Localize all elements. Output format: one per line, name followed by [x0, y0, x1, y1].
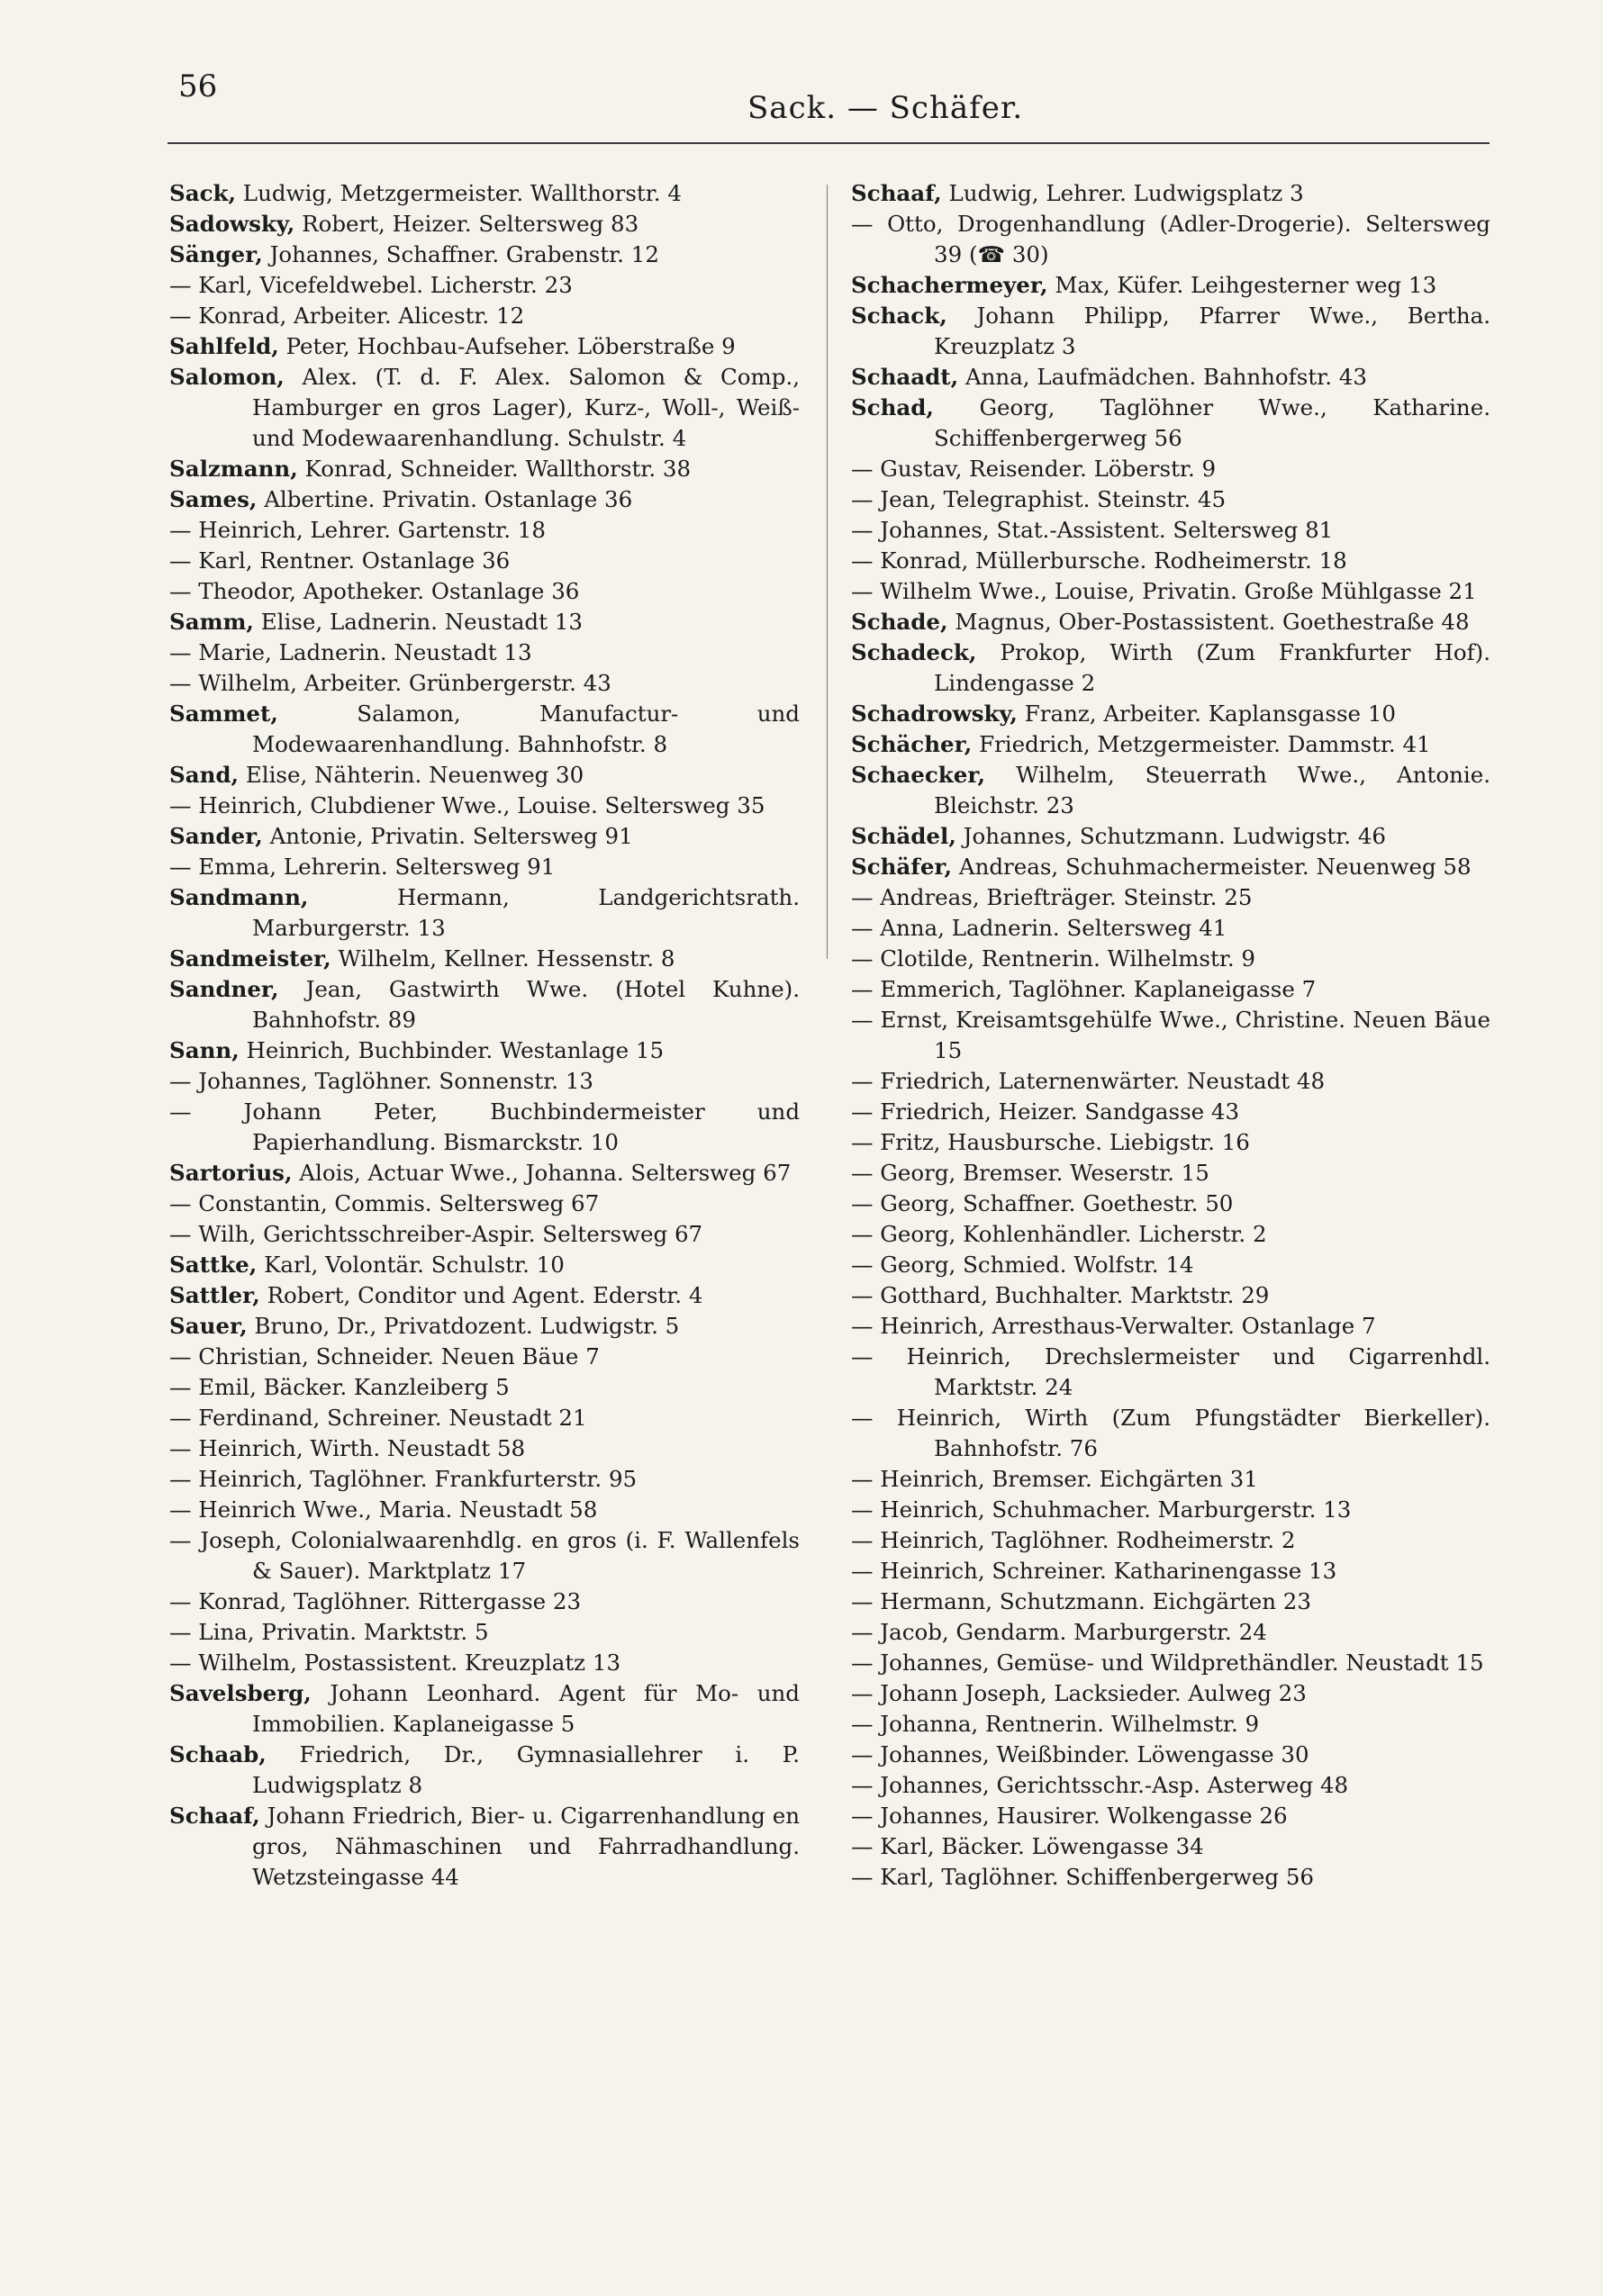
entry-surname: —	[851, 1098, 874, 1125]
entry-details: Gotthard, Buchhalter. Marktstr. 29	[880, 1282, 1270, 1308]
entry-surname: —	[169, 1190, 192, 1216]
entry-surname: —	[851, 884, 874, 910]
entry-details: Johanna, Rentnerin. Wilhelmstr. 9	[880, 1711, 1260, 1737]
entry-details: Heinrich, Schuhmacher. Marburgerstr. 13	[880, 1496, 1352, 1523]
directory-entry	[169, 178, 800, 209]
entry-details: Jean, Telegraphist. Steinstr. 45	[880, 486, 1227, 512]
left-column	[169, 178, 800, 2249]
entry-surname: —	[851, 1772, 874, 1798]
directory-entry	[169, 270, 800, 301]
entry-surname: Schadeck,	[851, 639, 977, 665]
entry-surname: Sartorius,	[169, 1160, 293, 1186]
directory-entry	[169, 331, 800, 362]
directory-entry	[851, 1525, 1490, 1556]
entry-details: Bruno, Dr., Privatdozent. Ludwigstr. 5	[254, 1313, 680, 1339]
entry-details: Antonie, Privatin. Seltersweg 91	[269, 823, 633, 849]
entry-surname: Savelsberg,	[169, 1680, 312, 1706]
entry-details: Theodor, Apotheker. Ostanlage 36	[198, 578, 580, 604]
entry-surname: —	[169, 854, 192, 880]
directory-entry	[169, 1678, 800, 1740]
entry-surname: —	[851, 1741, 874, 1767]
entry-details: Christian, Schneider. Neuen Bäue 7	[198, 1343, 600, 1369]
directory-entry	[851, 1740, 1490, 1770]
entry-details: Heinrich, Arresthaus-Verwalter. Ostanlage 7	[880, 1313, 1376, 1339]
entry-details: Heinrich, Bremser. Eichgärten 31	[880, 1466, 1258, 1492]
entry-surname: Schade,	[851, 609, 948, 635]
entry-details: Konrad, Taglöhner. Rittergasse 23	[198, 1588, 582, 1614]
entry-surname: —	[851, 1650, 874, 1676]
entry-surname: —	[851, 547, 874, 574]
directory-entry	[851, 515, 1490, 546]
directory-entry	[169, 362, 800, 454]
directory-entry	[169, 1464, 800, 1495]
directory-entry	[169, 1403, 800, 1433]
directory-entry	[851, 546, 1490, 576]
directory-entry	[851, 1464, 1490, 1495]
entry-surname: —	[851, 1129, 874, 1155]
directory-entry	[169, 1342, 800, 1372]
directory-entry	[169, 699, 800, 760]
entry-details: Lina, Privatin. Marktstr. 5	[198, 1619, 489, 1645]
entry-surname: —	[169, 1496, 192, 1523]
entry-details: Karl, Rentner. Ostanlage 36	[198, 547, 511, 574]
entry-surname: —	[851, 1619, 874, 1645]
directory-entry	[169, 1648, 800, 1678]
directory-entry	[169, 1372, 800, 1403]
entry-surname: Schädel,	[851, 823, 956, 849]
directory-entry	[851, 974, 1490, 1005]
directory-entry	[851, 637, 1490, 699]
directory-entry	[851, 852, 1490, 882]
directory-entry	[851, 1617, 1490, 1648]
directory-entry	[851, 913, 1490, 944]
entry-details: Georg, Schmied. Wolfstr. 14	[880, 1252, 1194, 1278]
directory-entry	[169, 1617, 800, 1648]
entry-details: Konrad, Müllerbursche. Rodheimerstr. 18	[880, 547, 1347, 574]
directory-entry	[169, 301, 800, 331]
entry-details: Albertine. Privatin. Ostanlage 36	[264, 486, 633, 512]
directory-entry	[169, 1219, 800, 1250]
entry-surname: —	[169, 547, 192, 574]
entry-details: Friedrich, Dr., Gymnasiallehrer i. P. Ludwigsplatz 8	[252, 1741, 800, 1798]
entry-surname: —	[851, 1803, 874, 1829]
entry-surname: Sänger,	[169, 241, 263, 267]
directory-entry	[851, 1342, 1490, 1403]
directory-entry	[169, 1280, 800, 1311]
entry-details: Ludwig, Lehrer. Ludwigsplatz 3	[948, 180, 1304, 206]
entry-details: Johann Joseph, Lacksieder. Aulweg 23	[880, 1680, 1307, 1706]
entry-surname: —	[851, 486, 874, 512]
entry-details: Georg, Schaffner. Goethestr. 50	[880, 1190, 1234, 1216]
entry-surname: —	[851, 1343, 874, 1369]
entry-details: Hermann, Landgerichtsrath. Marburgerstr. 13	[252, 884, 800, 941]
entry-details: Johann Peter, Buchbindermeister und Papierhandlung. Bismarckstr. 10	[243, 1098, 800, 1155]
entry-surname: Sadowsky,	[169, 211, 295, 237]
entry-surname: —	[851, 1711, 874, 1737]
entry-surname: —	[851, 1496, 874, 1523]
entry-surname: —	[851, 1558, 874, 1584]
directory-entry	[851, 1127, 1490, 1158]
entry-details: Heinrich, Wirth. Neustadt 58	[198, 1435, 526, 1461]
directory-entry	[851, 362, 1490, 393]
entry-surname: —	[169, 1650, 192, 1676]
directory-entry	[169, 1097, 800, 1158]
entry-details: Heinrich, Buchbinder. Westanlage 15	[246, 1037, 665, 1063]
entry-details: Johannes, Hausirer. Wolkengasse 26	[880, 1803, 1288, 1829]
directory-entry	[851, 270, 1490, 301]
entry-surname: —	[169, 1343, 192, 1369]
entry-surname: Sauer,	[169, 1313, 248, 1339]
directory-entry	[851, 393, 1490, 454]
entry-details: Wilhelm, Steuerrath Wwe., Antonie. Bleichstr. 23	[934, 762, 1490, 818]
directory-entry	[851, 209, 1490, 270]
entry-surname: —	[851, 945, 874, 972]
directory-entry	[851, 1311, 1490, 1342]
entry-surname: —	[851, 1588, 874, 1614]
entry-details: Johannes, Gerichtsschr.-Asp. Asterweg 48	[880, 1772, 1349, 1798]
entry-details: Ernst, Kreisamtsgehülfe Wwe., Christine. Neuen Bäue 15	[880, 1007, 1490, 1063]
directory-entry	[851, 1403, 1490, 1464]
directory-entry	[851, 178, 1490, 209]
entry-surname: Schaab,	[169, 1741, 267, 1767]
entry-details: Wilh, Gerichtsschreiber-Aspir. Seltersweg 67	[198, 1221, 703, 1247]
directory-entry	[851, 1097, 1490, 1127]
directory-entry	[169, 944, 800, 974]
entry-details: Emil, Bäcker. Kanzleiberg 5	[198, 1374, 510, 1400]
entry-surname: —	[851, 1221, 874, 1247]
entry-surname: —	[851, 1007, 874, 1033]
entry-details: Heinrich, Lehrer. Gartenstr. 18	[198, 517, 546, 543]
entry-surname: Schaecker,	[851, 762, 986, 788]
directory-entry	[851, 1586, 1490, 1617]
entry-details: Wilhelm, Postassistent. Kreuzplatz 13	[198, 1650, 621, 1676]
entry-details: Elise, Ladnerin. Neustadt 13	[260, 609, 583, 635]
entry-surname: Sahlfeld,	[169, 333, 279, 359]
directory-entry	[851, 484, 1490, 515]
entry-details: Hermann, Schutzmann. Eichgärten 23	[880, 1588, 1311, 1614]
entry-surname: Sattke,	[169, 1252, 258, 1278]
directory-entry	[169, 1801, 800, 1893]
directory-entry	[169, 1066, 800, 1097]
directory-entry	[169, 209, 800, 240]
directory-entry	[169, 791, 800, 821]
directory-entry	[851, 1678, 1490, 1709]
entry-details: Johann Leonhard. Agent für Mo- und Immobilien. Kaplaneigasse 5	[252, 1680, 800, 1737]
entry-surname: —	[169, 639, 192, 665]
directory-entry	[169, 637, 800, 668]
entry-surname: Schadrowsky,	[851, 701, 1018, 727]
entry-surname: —	[851, 211, 874, 237]
header-rule	[168, 142, 1490, 144]
directory-entry	[169, 882, 800, 944]
directory-entry	[851, 1250, 1490, 1280]
entry-surname: Salomon,	[169, 364, 285, 390]
entry-details: Jacob, Gendarm. Marburgerstr. 24	[880, 1619, 1267, 1645]
entry-details: Emma, Lehrerin. Seltersweg 91	[198, 854, 556, 880]
entry-surname: —	[851, 578, 874, 604]
entry-details: Robert, Conditor und Agent. Ederstr. 4	[267, 1282, 703, 1308]
directory-entry	[169, 1495, 800, 1525]
entry-surname: —	[169, 1527, 192, 1553]
entry-surname: Sander,	[169, 823, 263, 849]
entry-details: Konrad, Schneider. Wallthorstr. 38	[304, 456, 692, 482]
directory-entry	[851, 760, 1490, 821]
running-head: Sack. — Schäfer.	[747, 90, 1024, 126]
directory-entry	[851, 1862, 1490, 1893]
entry-surname: —	[851, 1680, 874, 1706]
entry-surname: Sammet,	[169, 701, 278, 727]
entry-details: Jean, Gastwirth Wwe. (Hotel Kuhne). Bahnhofstr. 89	[252, 976, 800, 1033]
directory-entry	[851, 882, 1490, 913]
entry-surname: Schachermeyer,	[851, 272, 1048, 298]
directory-entry	[851, 1801, 1490, 1831]
entry-details: Otto, Drogenhandlung (Adler-Drogerie). Seltersweg 39 (☎ 30)	[887, 211, 1490, 267]
entry-surname: Sack,	[169, 180, 236, 206]
directory-entry	[169, 546, 800, 576]
entry-details: Friedrich, Metzgermeister. Dammstr. 41	[979, 731, 1431, 757]
entry-surname: —	[851, 1068, 874, 1094]
entry-details: Clotilde, Rentnerin. Wilhelmstr. 9	[880, 945, 1256, 972]
entry-surname: Sattler,	[169, 1282, 260, 1308]
entry-details: Heinrich, Taglöhner. Frankfurterstr. 95	[198, 1466, 638, 1492]
entry-details: Karl, Bäcker. Löwengasse 34	[880, 1833, 1204, 1859]
entry-details: Karl, Taglöhner. Schiffenbergerweg 56	[880, 1864, 1315, 1890]
entry-surname: —	[169, 303, 192, 329]
directory-entry	[169, 484, 800, 515]
directory-entry	[169, 1433, 800, 1464]
directory-entry	[169, 1189, 800, 1219]
directory-entry	[169, 1740, 800, 1801]
entry-details: Alois, Actuar Wwe., Johanna. Seltersweg 67	[299, 1160, 792, 1186]
entry-surname: —	[169, 1068, 192, 1094]
directory-entry	[169, 1525, 800, 1586]
entry-surname: —	[169, 1374, 192, 1400]
entry-surname: Schad,	[851, 394, 934, 420]
entry-details: Prokop, Wirth (Zum Frankfurter Hof). Lindengasse 2	[934, 639, 1490, 696]
entry-surname: —	[169, 578, 192, 604]
directory-entry	[851, 301, 1490, 362]
entry-details: Johannes, Taglöhner. Sonnenstr. 13	[198, 1068, 593, 1094]
entry-details: Konrad, Arbeiter. Alicestr. 12	[198, 303, 525, 329]
directory-entry	[851, 1709, 1490, 1740]
entry-details: Georg, Bremser. Weserstr. 15	[880, 1160, 1209, 1186]
entry-details: Johannes, Stat.-Assistent. Seltersweg 81	[880, 517, 1334, 543]
entry-surname: —	[851, 456, 874, 482]
directory-entry	[851, 729, 1490, 760]
directory-entry	[851, 1831, 1490, 1862]
entry-details: Franz, Arbeiter. Kaplansgasse 10	[1024, 701, 1396, 727]
entry-details: Wilhelm, Arbeiter. Grünbergerstr. 43	[198, 670, 611, 696]
directory-entry	[851, 1158, 1490, 1189]
entry-details: Johannes, Schaffner. Grabenstr. 12	[269, 241, 659, 267]
right-column	[851, 178, 1490, 2249]
entry-details: Andreas, Briefträger. Steinstr. 25	[880, 884, 1253, 910]
directory-entry	[851, 699, 1490, 729]
entry-surname: —	[851, 1405, 874, 1431]
directory-entry	[169, 852, 800, 882]
entry-details: Heinrich, Wirth (Zum Pfungstädter Bierkeller). Bahnhofstr. 76	[896, 1405, 1490, 1461]
entry-details: Johannes, Gemüse- und Wildprethändler. Neustadt 15	[880, 1650, 1484, 1676]
entry-surname: —	[851, 1833, 874, 1859]
directory-entry	[851, 1770, 1490, 1801]
entry-details: Johann Philipp, Pfarrer Wwe., Bertha. Kreuzplatz 3	[934, 303, 1490, 359]
entry-details: Friedrich, Laternenwärter. Neustadt 48	[880, 1068, 1326, 1094]
entry-surname: —	[851, 1466, 874, 1492]
directory-entry	[851, 1280, 1490, 1311]
entry-details: Emmerich, Taglöhner. Kaplaneigasse 7	[880, 976, 1317, 1002]
directory-entry	[169, 1311, 800, 1342]
entry-details: Anna, Laufmädchen. Bahnhofstr. 43	[965, 364, 1367, 390]
entry-details: Marie, Ladnerin. Neustadt 13	[198, 639, 532, 665]
entry-details: Joseph, Colonialwaarenhdlg. en gros (i. F. Wallenfels & Sauer). Marktplatz 17	[200, 1527, 800, 1584]
entry-surname: —	[851, 1160, 874, 1186]
entry-surname: —	[851, 1190, 874, 1216]
entry-surname: Schaaf,	[851, 180, 942, 206]
entry-surname: —	[169, 1098, 192, 1125]
directory-entry	[169, 1586, 800, 1617]
directory-entry	[169, 240, 800, 270]
entry-details: Fritz, Hausbursche. Liebigstr. 16	[880, 1129, 1250, 1155]
entry-surname: Sames,	[169, 486, 258, 512]
entry-details: Wilhelm Wwe., Louise, Privatin. Große Mühlgasse 21	[880, 578, 1477, 604]
entry-details: Ferdinand, Schreiner. Neustadt 21	[198, 1405, 587, 1431]
entry-details: Heinrich, Taglöhner. Rodheimerstr. 2	[880, 1527, 1296, 1553]
entry-surname: —	[851, 1313, 874, 1339]
entry-surname: Sann,	[169, 1037, 240, 1063]
entry-details: Robert, Heizer. Seltersweg 83	[302, 211, 639, 237]
entry-details: Johann Friedrich, Bier- u. Cigarrenhandlung en gros, Nähmaschinen und Fahrradhandlung. Wetzsteingasse 44	[252, 1803, 800, 1890]
entry-surname: —	[851, 976, 874, 1002]
entry-surname: —	[169, 1466, 192, 1492]
entry-surname: —	[851, 1527, 874, 1553]
entry-details: Georg, Taglöhner Wwe., Katharine. Schiffenbergerweg 56	[934, 394, 1490, 451]
entry-details: Georg, Kohlenhändler. Licherstr. 2	[880, 1221, 1267, 1247]
entry-details: Peter, Hochbau-Aufseher. Löberstraße 9	[285, 333, 736, 359]
entry-surname: —	[169, 1405, 192, 1431]
page-number: 56	[178, 68, 218, 104]
entry-surname: Samm,	[169, 609, 254, 635]
entry-details: Heinrich, Drechslermeister und Cigarrenhdl. Marktstr. 24	[906, 1343, 1490, 1400]
entry-surname: Sandmann,	[169, 884, 309, 910]
entry-details: Johannes, Schutzmann. Ludwigstr. 46	[963, 823, 1387, 849]
entry-details: Johannes, Weißbinder. Löwengasse 30	[880, 1741, 1309, 1767]
entry-surname: —	[851, 1252, 874, 1278]
entry-details: Alex. (T. d. F. Alex. Salomon & Comp., Hamburger en gros Lager), Kurz-, Woll-, Weiß- und Modewaarenhandlung. Schulstr. 4	[252, 364, 800, 451]
entry-surname: Schack,	[851, 303, 947, 329]
entry-details: Constantin, Commis. Seltersweg 67	[198, 1190, 600, 1216]
directory-entry	[169, 821, 800, 852]
column-divider	[827, 185, 828, 959]
entry-details: Ludwig, Metzgermeister. Wallthorstr. 4	[242, 180, 682, 206]
entry-surname: Sandmeister,	[169, 945, 331, 972]
directory-entry	[851, 454, 1490, 484]
entry-surname: —	[169, 1221, 192, 1247]
entry-details: Gustav, Reisender. Löberstr. 9	[880, 456, 1217, 482]
entry-surname: Sand,	[169, 762, 240, 788]
directory-entry	[169, 515, 800, 546]
entry-surname: —	[851, 517, 874, 543]
entry-surname: Schächer,	[851, 731, 973, 757]
entry-details: Karl, Volontär. Schulstr. 10	[264, 1252, 565, 1278]
entry-details: Magnus, Ober-Postassistent. Goethestraße 48	[955, 609, 1470, 635]
entry-surname: Salzmann,	[169, 456, 298, 482]
entry-surname: —	[851, 915, 874, 941]
directory-entry	[851, 1648, 1490, 1678]
entry-details: Heinrich, Clubdiener Wwe., Louise. Seltersweg 35	[198, 792, 765, 818]
entry-surname: —	[851, 1864, 874, 1890]
directory-entry	[169, 974, 800, 1035]
directory-entry	[851, 1219, 1490, 1250]
entry-details: Friedrich, Heizer. Sandgasse 43	[880, 1098, 1240, 1125]
entry-details: Salamon, Manufactur- und Modewaarenhandlung. Bahnhofstr. 8	[252, 701, 800, 757]
entry-surname: —	[169, 272, 192, 298]
directory-entry	[851, 1495, 1490, 1525]
directory-entry	[169, 1158, 800, 1189]
directory-entry	[169, 668, 800, 699]
entry-surname: Schaadt,	[851, 364, 959, 390]
entry-surname: —	[169, 670, 192, 696]
entry-details: Wilhelm, Kellner. Hessenstr. 8	[338, 945, 675, 972]
directory-entry	[851, 944, 1490, 974]
entry-surname: —	[851, 1282, 874, 1308]
entry-surname: Schaaf,	[169, 1803, 260, 1829]
entry-surname: Schäfer,	[851, 854, 953, 880]
entry-details: Max, Küfer. Leihgesterner weg 13	[1055, 272, 1437, 298]
entry-surname: Sandner,	[169, 976, 279, 1002]
entry-surname: —	[169, 1435, 192, 1461]
directory-entry	[851, 1556, 1490, 1586]
directory-entry	[851, 1066, 1490, 1097]
directory-entry	[851, 821, 1490, 852]
directory-entry	[169, 576, 800, 607]
page-header	[0, 0, 1603, 153]
directory-entry	[169, 1035, 800, 1066]
directory-entry	[851, 607, 1490, 637]
directory-entry	[851, 576, 1490, 607]
directory-entry	[169, 760, 800, 791]
directory-entry	[851, 1005, 1490, 1066]
directory-entry	[169, 1250, 800, 1280]
entry-details: Heinrich Wwe., Maria. Neustadt 58	[198, 1496, 598, 1523]
entry-details: Elise, Nähterin. Neuenweg 30	[245, 762, 584, 788]
entry-details: Anna, Ladnerin. Seltersweg 41	[880, 915, 1227, 941]
entry-surname: —	[169, 1588, 192, 1614]
entry-surname: —	[169, 1619, 192, 1645]
entry-surname: —	[169, 792, 192, 818]
entry-surname: —	[169, 517, 192, 543]
entry-details: Karl, Vicefeldwebel. Licherstr. 23	[198, 272, 573, 298]
directory-entry	[169, 607, 800, 637]
entry-details: Heinrich, Schreiner. Katharinengasse 13	[880, 1558, 1337, 1584]
entry-details: Andreas, Schuhmachermeister. Neuenweg 58	[958, 854, 1472, 880]
directory-entry	[169, 454, 800, 484]
directory-entry	[851, 1189, 1490, 1219]
